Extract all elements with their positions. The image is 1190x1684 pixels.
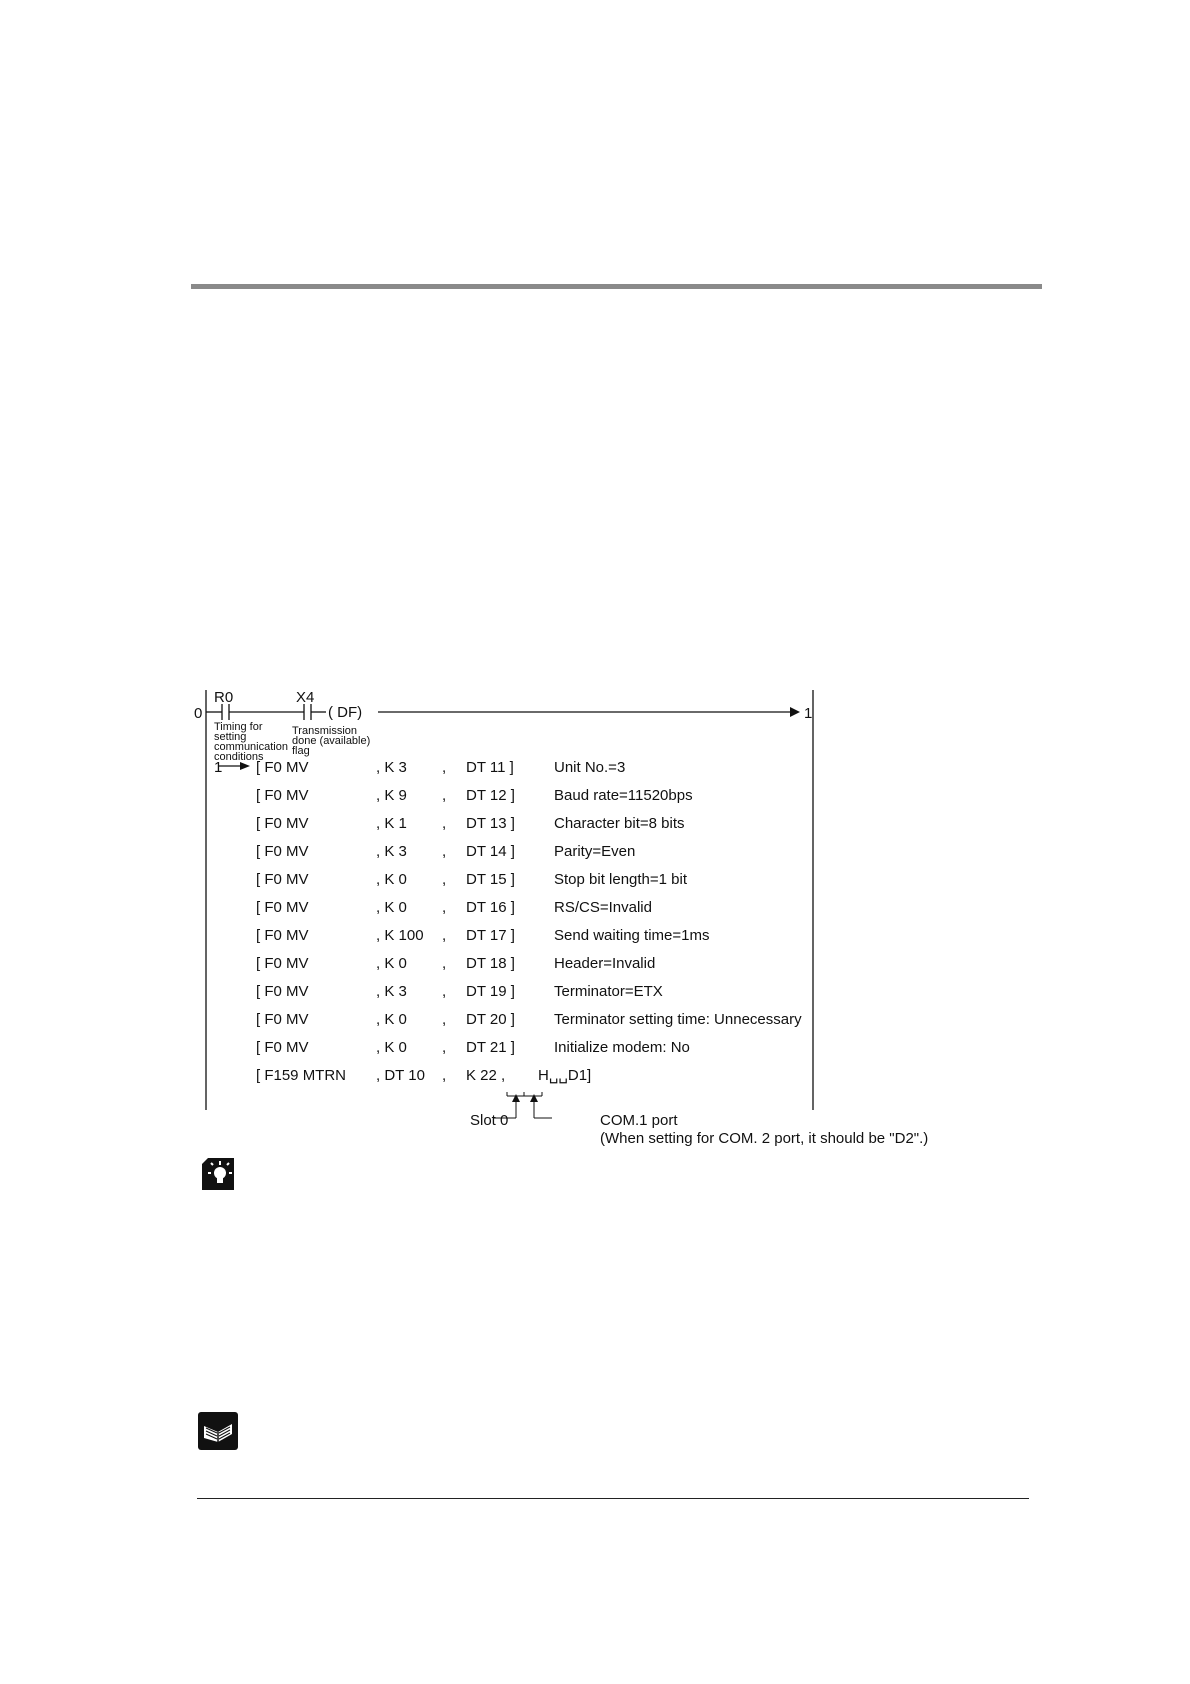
row-comment: Terminator setting time: Unnecessary	[554, 1011, 802, 1028]
row-comment: Stop bit length=1 bit	[554, 871, 688, 888]
step-number-0: 0	[194, 705, 203, 722]
row-comment: Send waiting time=1ms	[554, 927, 710, 944]
slot-label: Slot 0	[470, 1112, 509, 1129]
contact-r0-label: R0	[214, 689, 234, 706]
book-reference-icon	[198, 1412, 234, 1448]
ladder-diagram: 0 R0 X4 ( DF) 1 Timing for setting communication conditions Transmission done (available) flag 1 [ F0 MV , K 3 , DT 11 ] Unit No.=3 [ F0 MV , K 9 , DT 12 ] Baud rate=11520bps [ F0 MV , K 1 , DT 13 ] Character bit=8 bits [ F0 MV , K 3 , DT 14 ] Parity=Even [ F0 MV , K 0 , DT 15 ] Stop bit length=1 bit [ F0 MV , K 0 , DT 16 ] RS/CS=Invalid [ F0 MV , K 100 , DT 17 ] Send waiting time=1ms [ F0 MV , K 0 , DT 18 ] Header=Invalid [ F0 MV , K 3 , DT 19 ] Terminator=ETX [ F0 MV , K 0 , DT 20 ] Terminator setting time: Unnecessary [ F0 MV , K 0 , DT 21 ] Initialize modem: No [ F159 MTRN , DT 10 , K 22 , H␣␣D1] Slot 0 COM.1 port (When setting for COM. 2 port, it should be "D2".)	[180, 690, 960, 1160]
r0-caption: Timing for setting communication conditions	[214, 721, 288, 763]
df-instruction: ( DF)	[328, 704, 363, 721]
footer-rule	[197, 1498, 1029, 1499]
header-rule	[191, 284, 1042, 289]
row-comment: Header=Invalid	[554, 955, 656, 972]
row-comment: Terminator=ETX	[554, 983, 663, 1000]
com-port-note: (When setting for COM. 2 port, it should be "D2".)	[600, 1130, 929, 1147]
start-step-label: 1	[214, 759, 223, 776]
output-arrowhead	[790, 707, 800, 717]
lightbulb-tip-icon	[200, 1156, 236, 1192]
row-comment: Unit No.=3	[554, 759, 626, 776]
row-comment: RS/CS=Invalid	[554, 899, 652, 916]
start-arrowhead	[240, 762, 250, 770]
row-comment: Initialize modem: No	[554, 1039, 690, 1056]
com-port-label: COM.1 port	[600, 1112, 678, 1129]
row-comment: Baud rate=11520bps	[554, 787, 693, 804]
h-value: H␣␣D1]	[538, 1067, 592, 1084]
row-comment: Character bit=8 bits	[554, 815, 685, 832]
row-comment: Parity=Even	[554, 843, 636, 860]
x4-caption: Transmission done (available) flag	[292, 725, 371, 757]
contact-x4-label: X4	[296, 689, 315, 706]
output-step-label: 1	[804, 705, 813, 722]
